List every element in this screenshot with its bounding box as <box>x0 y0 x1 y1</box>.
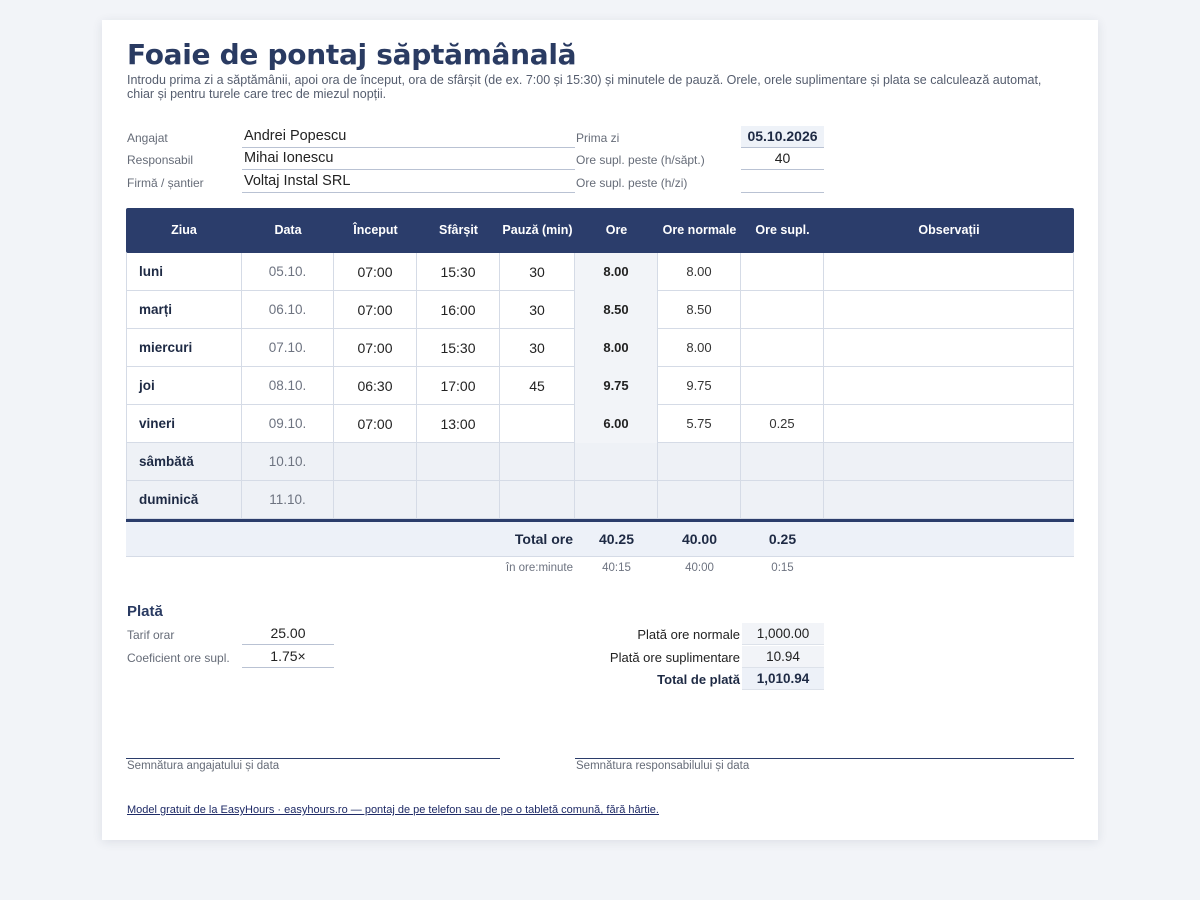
notes-input[interactable] <box>824 443 1074 481</box>
day-cell: marți <box>126 291 242 329</box>
total-hours: 40.25 <box>598 531 635 547</box>
end-input[interactable]: 16:00 <box>417 291 500 329</box>
manager-signature-line <box>575 758 1074 759</box>
day-cell: duminică <box>126 481 242 519</box>
break-input[interactable]: 30 <box>500 253 575 291</box>
header-end: Sfârșit <box>439 223 478 237</box>
table-row <box>126 253 1074 291</box>
normal-hours-cell: 8.00 <box>658 253 741 291</box>
employee-signature-line <box>126 758 500 759</box>
overtime-cell <box>741 253 824 291</box>
rate-label: Tarif orar <box>127 628 175 642</box>
header-notes: Observații <box>918 223 980 237</box>
company-label: Firmă / șantier <box>127 176 204 190</box>
break-input[interactable]: 30 <box>500 291 575 329</box>
manager-field[interactable]: Mihai Ionescu <box>242 148 575 170</box>
notes-input[interactable] <box>824 253 1074 291</box>
page-title: Foaie de pontaj săptămânală <box>127 38 577 71</box>
first-day-field[interactable]: 05.10.2026 <box>741 126 824 148</box>
header-break: Pauză (min) <box>502 223 573 237</box>
total-pay-value: 1,010.94 <box>742 668 824 690</box>
ot-week-label: Ore supl. peste (h/săpt.) <box>576 153 705 167</box>
header-day: Ziua <box>171 223 197 237</box>
date-cell: 10.10. <box>242 443 334 481</box>
end-input[interactable]: 15:30 <box>417 329 500 367</box>
date-cell: 08.10. <box>242 367 334 405</box>
hours-cell: 8.50 <box>575 291 658 329</box>
normal-hours-cell <box>658 481 741 519</box>
header-normal-hours: Ore normale <box>662 223 737 237</box>
ot-day-field[interactable] <box>741 171 824 193</box>
hm-overtime: 0:15 <box>771 562 794 574</box>
end-input[interactable]: 13:00 <box>417 405 500 443</box>
header-start: Început <box>353 223 398 237</box>
day-cell: vineri <box>126 405 242 443</box>
notes-input[interactable] <box>824 329 1074 367</box>
header-hours: Ore <box>605 223 628 237</box>
ot-pay-label: Plată ore suplimentare <box>609 650 740 665</box>
date-cell: 06.10. <box>242 291 334 329</box>
hours-cell: 8.00 <box>575 253 658 291</box>
total-overtime: 0.25 <box>768 531 797 547</box>
ot-day-label: Ore supl. peste (h/zi) <box>576 176 688 190</box>
ot-week-field[interactable]: 40 <box>741 148 824 170</box>
normal-hours-cell: 8.50 <box>658 291 741 329</box>
hours-minutes-row <box>126 557 1074 579</box>
start-input[interactable] <box>334 443 417 481</box>
notes-input[interactable] <box>824 405 1074 443</box>
break-input[interactable] <box>500 443 575 481</box>
overtime-cell <box>741 329 824 367</box>
start-input[interactable]: 06:30 <box>334 367 417 405</box>
table-row <box>126 481 1074 519</box>
table-row <box>126 405 1074 443</box>
break-input[interactable] <box>500 405 575 443</box>
end-input[interactable]: 17:00 <box>417 367 500 405</box>
start-input[interactable]: 07:00 <box>334 405 417 443</box>
day-cell: sâmbătă <box>126 443 242 481</box>
table-row <box>126 291 1074 329</box>
employee-field[interactable]: Andrei Popescu <box>242 126 575 148</box>
hours-minutes-label: în ore:minute <box>505 562 573 574</box>
hours-cell: 8.00 <box>575 329 658 367</box>
break-input[interactable]: 30 <box>500 329 575 367</box>
start-input[interactable] <box>334 481 417 519</box>
date-cell: 07.10. <box>242 329 334 367</box>
normal-pay-value: 1,000.00 <box>742 623 824 645</box>
table-row <box>126 367 1074 405</box>
notes-input[interactable] <box>824 481 1074 519</box>
overtime-cell: 0.25 <box>741 405 824 443</box>
timesheet-sheet <box>102 20 1098 840</box>
start-input[interactable]: 07:00 <box>334 253 417 291</box>
hours-cell <box>575 443 658 481</box>
day-cell: luni <box>126 253 242 291</box>
header-date: Data <box>274 223 302 237</box>
manager-signature-label: Semnătura responsabilului și data <box>576 760 750 772</box>
overtime-cell <box>741 481 824 519</box>
employee-signature-label: Semnătura angajatului și data <box>127 760 280 772</box>
start-input[interactable]: 07:00 <box>334 291 417 329</box>
break-input[interactable]: 45 <box>500 367 575 405</box>
normal-pay-label: Plată ore normale <box>637 627 740 642</box>
start-input[interactable]: 07:00 <box>334 329 417 367</box>
ot-coefficient-label: Coeficient ore supl. <box>127 651 230 665</box>
table-header <box>126 208 1074 253</box>
employee-label: Angajat <box>127 131 168 145</box>
date-cell: 11.10. <box>242 481 334 519</box>
break-input[interactable] <box>500 481 575 519</box>
end-input[interactable] <box>417 481 500 519</box>
table-row <box>126 329 1074 367</box>
hm-hours: 40:15 <box>602 562 631 574</box>
date-cell: 09.10. <box>242 405 334 443</box>
total-row <box>126 522 1074 557</box>
ot-coefficient-field[interactable]: 1.75× <box>242 646 334 668</box>
normal-hours-cell: 9.75 <box>658 367 741 405</box>
normal-hours-cell <box>658 443 741 481</box>
hm-normal-hours: 40:00 <box>685 562 714 574</box>
header-overtime: Ore supl. <box>755 223 810 237</box>
end-input[interactable]: 15:30 <box>417 253 500 291</box>
manager-label: Responsabil <box>127 153 194 167</box>
rate-field[interactable]: 25.00 <box>242 623 334 645</box>
hours-cell <box>575 481 658 519</box>
overtime-cell <box>741 367 824 405</box>
first-day-label: Prima zi <box>576 131 620 145</box>
payment-title: Plată <box>127 603 163 620</box>
company-field[interactable]: Voltaj Instal SRL <box>242 171 575 193</box>
hours-cell: 6.00 <box>575 405 658 443</box>
page-subtitle: Introdu prima zi a săptămânii, apoi ora de început, ora de sfârșit (de ex. 7:00 și 15:30) și minutele de pauză. Orele, orele suplimentare și plata se calculează automat, chiar și pentru turele care trec de miezul nopții. <box>127 73 1042 101</box>
date-cell: 05.10. <box>242 253 334 291</box>
total-normal-hours: 40.00 <box>681 531 718 547</box>
notes-input[interactable] <box>824 367 1074 405</box>
notes-input[interactable] <box>824 291 1074 329</box>
normal-hours-cell: 8.00 <box>658 329 741 367</box>
overtime-cell <box>741 443 824 481</box>
end-input[interactable] <box>417 443 500 481</box>
total-label: Total ore <box>514 531 573 547</box>
hours-cell: 9.75 <box>575 367 658 405</box>
total-pay-label: Total de plată <box>657 672 740 687</box>
normal-hours-cell: 5.75 <box>658 405 741 443</box>
overtime-cell <box>741 291 824 329</box>
day-cell: miercuri <box>126 329 242 367</box>
footer-link[interactable]: Model gratuit de la EasyHours · easyhours.ro — pontaj de pe telefon sau de pe o tabletă comună, fără hârtie. <box>127 804 659 816</box>
ot-pay-value: 10.94 <box>742 646 824 668</box>
day-cell: joi <box>126 367 242 405</box>
table-row <box>126 443 1074 481</box>
